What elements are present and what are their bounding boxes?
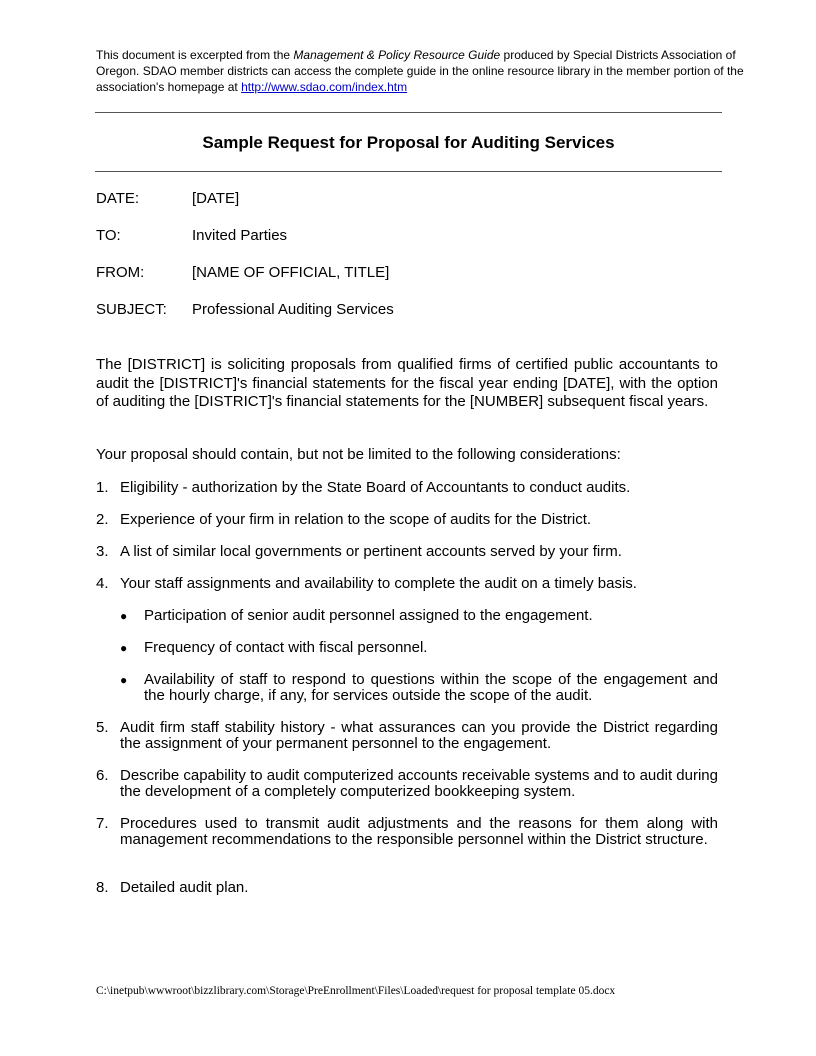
to-value: Invited Parties xyxy=(192,227,288,244)
excerpt-notice xyxy=(96,47,768,95)
memo-date-row xyxy=(96,190,722,208)
list-item-text: Your staff assignments and availability to complete the audit on a timely basis. xyxy=(120,575,637,592)
list-item-number: 7. xyxy=(96,815,109,832)
bullet-icon: ● xyxy=(120,609,128,623)
excerpt-notice-text-1: This document is excerpted from the xyxy=(96,48,294,62)
list-item-number: 4. xyxy=(96,575,109,592)
sdao-homepage-link[interactable]: http://www.sdao.com/index.htm xyxy=(241,80,408,94)
excerpt-notice-text-2: produced by Special Districts Association of Oregon. SDAO member districts can access the complete guide in the online resource library in the member portion of the association's homepage at xyxy=(96,48,744,94)
list-item xyxy=(96,880,718,896)
bullet-icon: ● xyxy=(120,641,128,655)
considerations-intro: Your proposal should contain, but not be limited to the following considerations: xyxy=(96,446,621,463)
memo-from-row xyxy=(96,264,722,282)
list-item xyxy=(96,544,718,560)
list-item-number: 2. xyxy=(96,511,109,528)
list-item xyxy=(96,720,718,752)
memo-subject-row xyxy=(96,301,722,319)
file-path-footer: C:\inetpub\wwwroot\bizzlibrary.com\Storage\PreEnrollment\Files\Loaded\request for proposal template 05.docx xyxy=(96,985,616,997)
bullet-item xyxy=(120,608,718,624)
list-item-number: 1. xyxy=(96,479,109,496)
list-item xyxy=(96,512,718,528)
subject-label: SUBJECT: xyxy=(96,301,167,318)
from-value: [NAME OF OFFICIAL, TITLE] xyxy=(192,264,390,281)
bullet-icon: ● xyxy=(120,673,128,687)
bullet-text: Availability of staff to respond to questions within the scope of the engagement and the hourly charge, if any, for services outside the scope of the audit. xyxy=(144,671,718,704)
bullet-item xyxy=(120,672,718,704)
list-item-number: 3. xyxy=(96,543,109,560)
intro-paragraph: The [DISTRICT] is soliciting proposals from qualified firms of certified public accountants to audit the [DISTRICT]'s financial statements for the fiscal year ending [DATE], with the option of auditing the [DISTRICT]'s financial statements for the [NUMBER] subsequent fiscal years. xyxy=(96,356,718,410)
title-divider xyxy=(95,171,722,172)
list-item-text: Eligibility - authorization by the State Board of Accountants to conduct audits. xyxy=(120,479,631,496)
to-label: TO: xyxy=(96,227,121,244)
list-item xyxy=(96,480,718,496)
subject-value: Professional Auditing Services xyxy=(192,301,394,318)
list-item-number: 5. xyxy=(96,719,109,736)
list-item-text: Procedures used to transmit audit adjustments and the reasons for them along with management recommendations to the responsible personnel within the District structure. xyxy=(120,815,718,848)
memo-to-row xyxy=(96,227,722,245)
date-label: DATE: xyxy=(96,190,140,207)
list-item xyxy=(96,576,718,592)
bullet-text: Frequency of contact with fiscal personnel. xyxy=(144,639,428,656)
list-item-text: Audit firm staff stability history - what assurances can you provide the District regarding the assignment of your permanent personnel to the engagement. xyxy=(120,719,718,752)
resource-guide-title: Management & Policy Resource Guide xyxy=(293,48,501,62)
list-item-number: 6. xyxy=(96,767,109,784)
from-label: FROM: xyxy=(96,264,145,281)
bullet-item xyxy=(120,640,718,656)
list-item-text: Detailed audit plan. xyxy=(120,879,249,896)
list-item-text: Experience of your firm in relation to the scope of audits for the District. xyxy=(120,511,592,528)
list-item xyxy=(96,816,718,848)
list-item-text: A list of similar local governments or pertinent accounts served by your firm. xyxy=(120,543,622,560)
bullet-text: Participation of senior audit personnel assigned to the engagement. xyxy=(144,607,593,624)
list-item xyxy=(96,768,718,800)
date-value: [DATE] xyxy=(192,190,240,207)
document-title: Sample Request for Proposal for Auditing Services xyxy=(202,133,615,152)
list-item-text: Describe capability to audit computerized accounts receivable systems and to audit during the development of a completely computerized bookkeeping system. xyxy=(120,767,718,800)
list-item-number: 8. xyxy=(96,879,109,896)
top-divider xyxy=(95,112,722,113)
